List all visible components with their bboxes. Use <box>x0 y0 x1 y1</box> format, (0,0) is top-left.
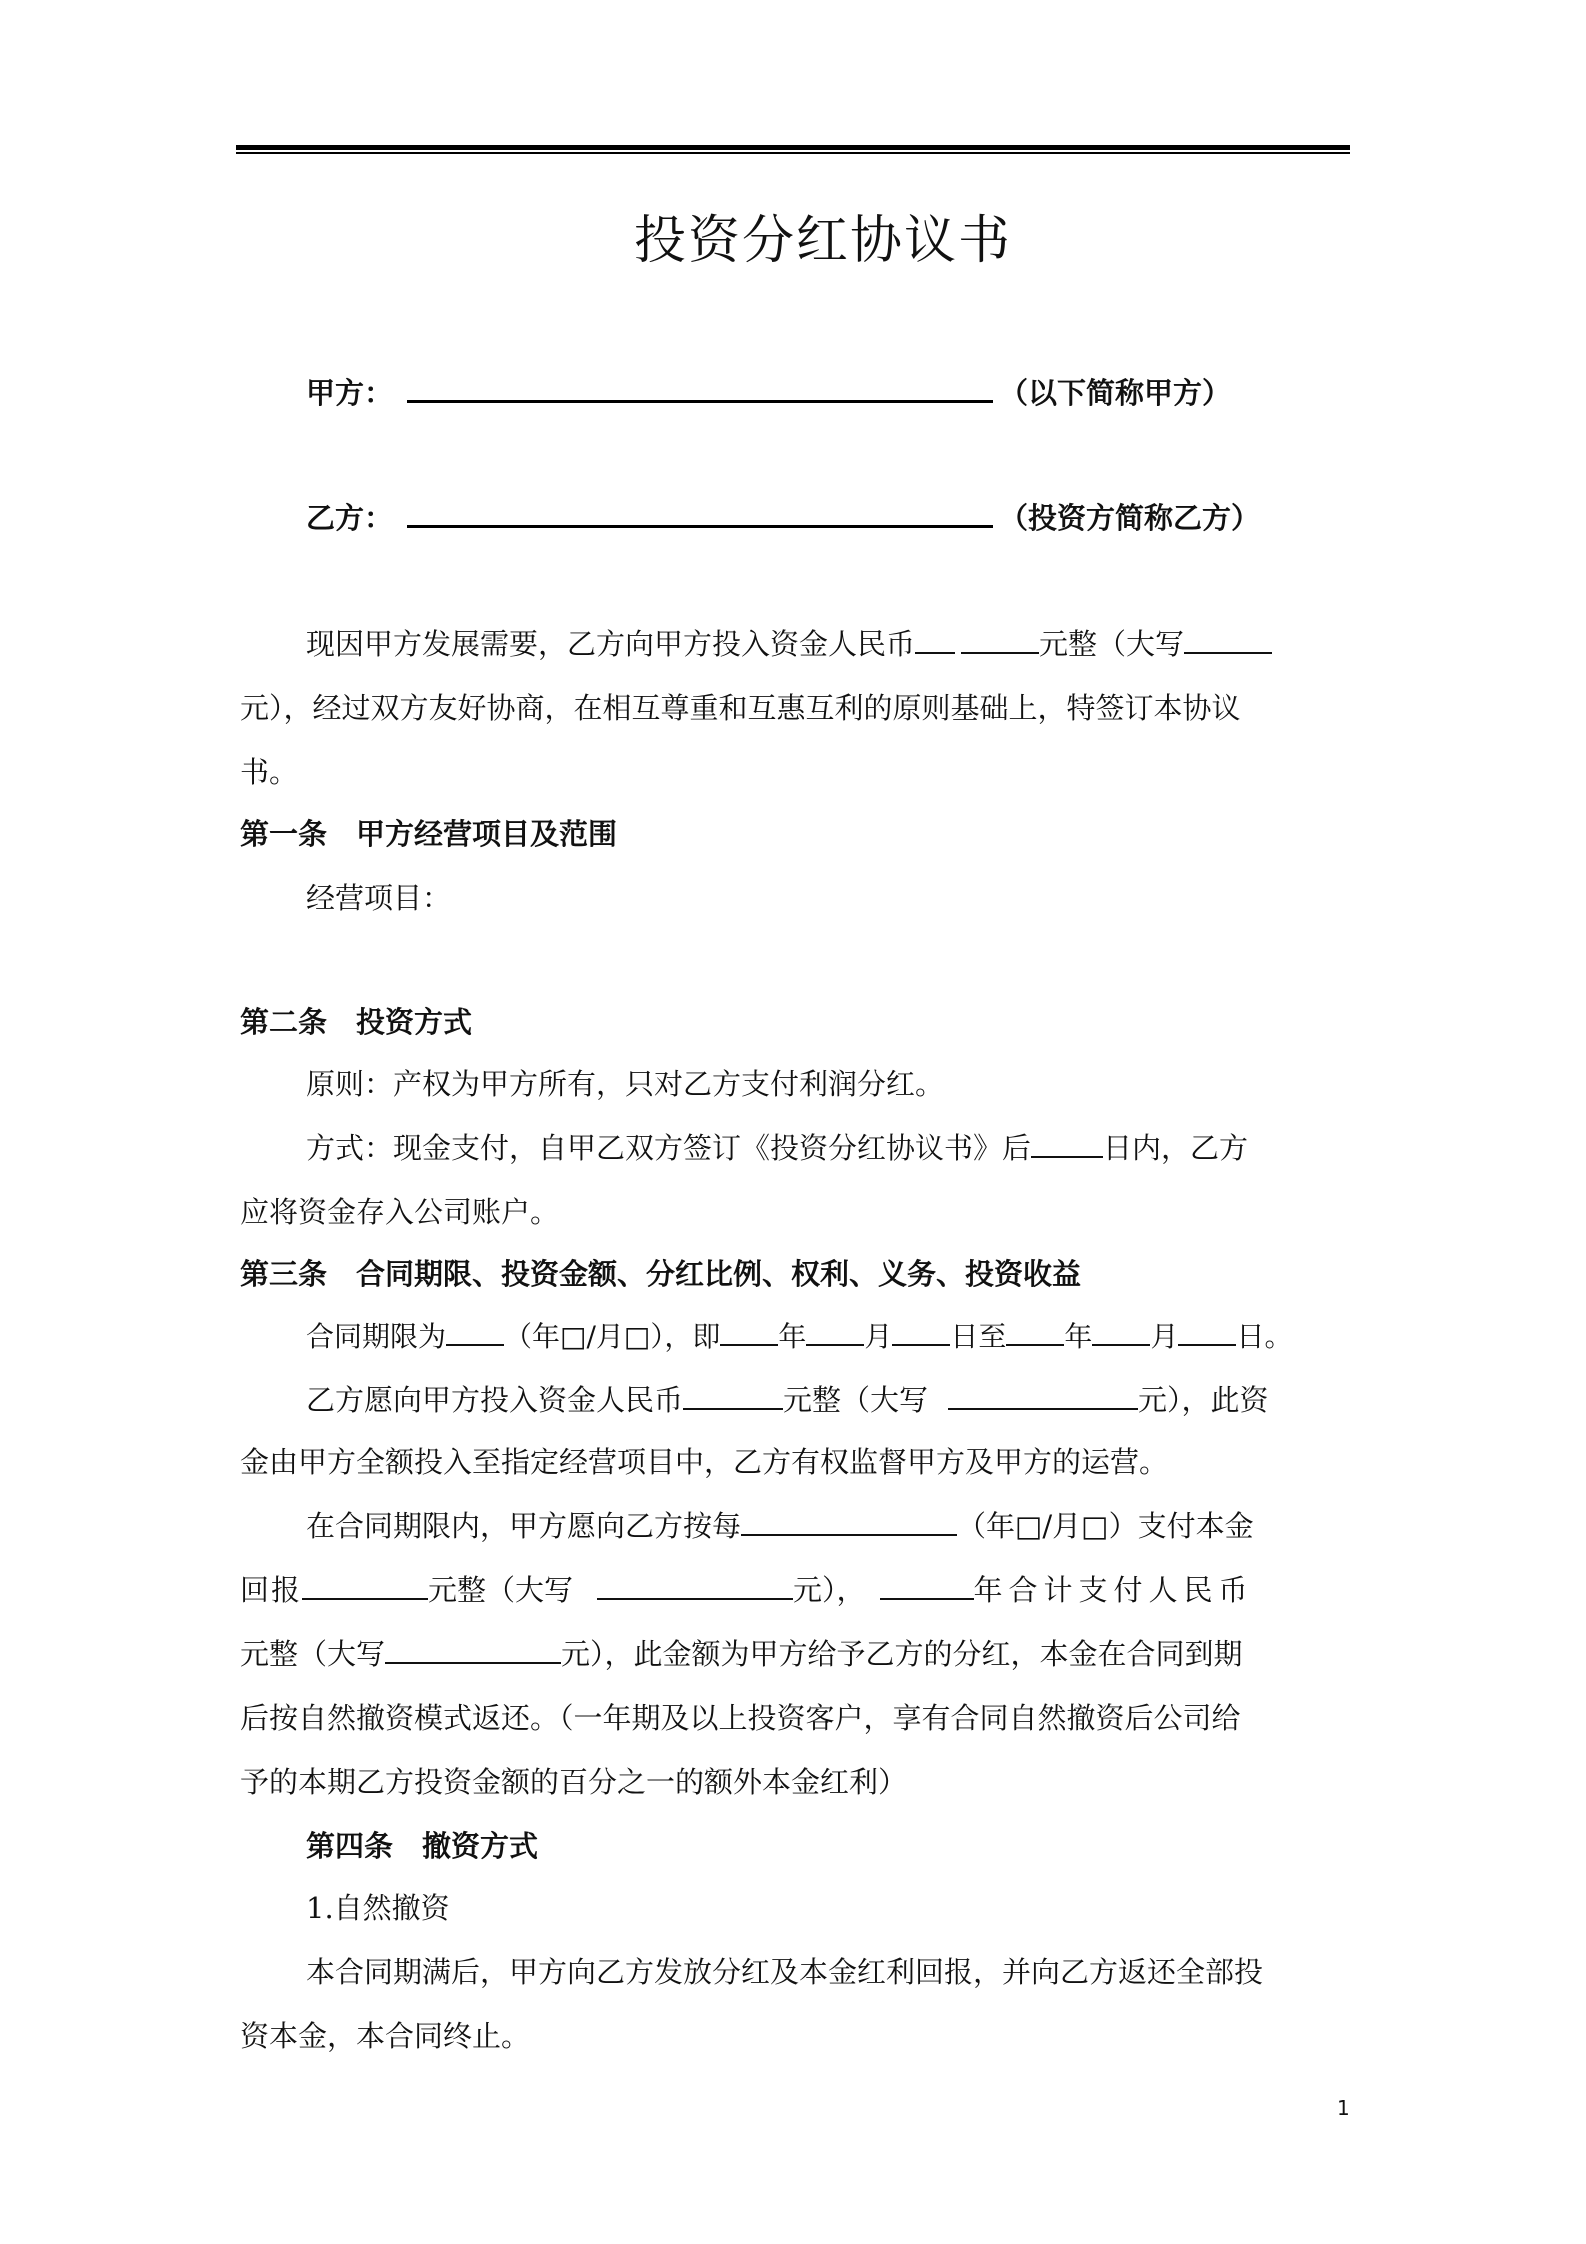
pay-text: 元），此金额为甲方给予乙方的分红，本金在合同到期 <box>561 1637 1243 1671</box>
pay-text: （年□/月□）支付本金 <box>957 1509 1254 1543</box>
party-b-row <box>306 497 1260 538</box>
invest-text: 乙方愿向甲方投入资金人民币 <box>306 1383 684 1417</box>
term-text: （年□/月□），即 <box>504 1320 721 1353</box>
investment-amount-blank[interactable] <box>683 1380 783 1410</box>
term-text: 日至 <box>950 1320 1007 1353</box>
return-amount-blank[interactable] <box>302 1570 428 1600</box>
invest-text: 元），此资 <box>1138 1383 1269 1417</box>
start-month-blank[interactable] <box>806 1316 864 1346</box>
term-text: 合同期限为 <box>306 1320 447 1353</box>
return-capital-blank[interactable] <box>597 1570 793 1600</box>
article-2-method <box>306 1128 1248 1168</box>
invest-text: 元整（大写 <box>783 1383 929 1417</box>
article-4-heading: 第四条 撤资方式 <box>306 1829 539 1863</box>
term-text: 月 <box>1150 1320 1179 1353</box>
method-text: 方式：现金支付，自甲乙双方签订《投资分红协议书》后 <box>306 1131 1032 1165</box>
preamble-line-3: 书。 <box>240 755 299 789</box>
payment-line-4: 后按自然撤资模式返还。（一年期及以上投资客户，享有合同自然撤资后公司给 <box>240 1701 1241 1735</box>
end-day-blank[interactable] <box>1178 1316 1236 1346</box>
document-title: 投资分红协议书 <box>633 211 1012 271</box>
article-1-heading: 第一条 甲方经营项目及范围 <box>240 817 618 851</box>
pay-text: 元整（大写 <box>240 1637 386 1671</box>
term-text: 日。 <box>1236 1320 1293 1353</box>
preamble-line-1 <box>306 624 1272 664</box>
amount-blank-b[interactable] <box>961 624 1039 654</box>
article-2-heading: 第二条 投资方式 <box>240 1005 473 1039</box>
investment-capital-blank[interactable] <box>948 1380 1138 1410</box>
days-blank[interactable] <box>1031 1128 1103 1158</box>
start-year-blank[interactable] <box>720 1316 778 1346</box>
total-capital-blank[interactable] <box>385 1634 561 1664</box>
method-text: 日内，乙方 <box>1103 1131 1249 1165</box>
business-item-label: 经营项目： <box>306 881 452 915</box>
header-rule-thick <box>236 145 1350 150</box>
natural-withdrawal-body: 本合同期满后，甲方向乙方发放分红及本金红利回报，并向乙方返还全部投 <box>306 1955 1264 1989</box>
amount-capital-blank[interactable] <box>1184 624 1272 654</box>
natural-withdrawal-body-cont: 资本金，本合同终止。 <box>240 2019 531 2053</box>
preamble-text: 元整（大写 <box>1039 627 1185 661</box>
payment-line-5: 予的本期乙方投资金额的百分之一的额外本金红利） <box>240 1765 908 1799</box>
party-a-note: （以下简称甲方） <box>999 376 1232 410</box>
natural-withdrawal-title: 1.自然撤资 <box>306 1891 450 1925</box>
party-b-label: 乙方： <box>306 501 394 535</box>
end-month-blank[interactable] <box>1092 1316 1150 1346</box>
pay-text: 元整（大写 <box>428 1573 574 1607</box>
article-2-principle: 原则：产权为甲方所有，只对乙方支付利润分红。 <box>306 1067 945 1101</box>
start-day-blank[interactable] <box>892 1316 950 1346</box>
pay-text: 回报 <box>240 1573 303 1607</box>
preamble-line-2: 元），经过双方友好协商，在相互尊重和互惠互利的原则基础上，特签订本协议 <box>240 691 1241 725</box>
term-text: 年 <box>1064 1320 1093 1353</box>
payment-line-3 <box>240 1634 1243 1674</box>
investment-amount-line-cont: 金由甲方全额投入至指定经营项目中，乙方有权监督甲方及甲方的运营。 <box>240 1445 1169 1479</box>
payment-line-1 <box>306 1506 1254 1546</box>
end-year-blank[interactable] <box>1006 1316 1064 1346</box>
party-a-blank[interactable] <box>407 372 993 403</box>
header-rule-thin <box>236 152 1350 154</box>
amount-blank-a[interactable] <box>915 624 955 654</box>
page-number: 1 <box>1337 2096 1350 2120</box>
contract-term-line <box>306 1316 1292 1357</box>
pay-text: 年合计支付人民币 <box>973 1573 1254 1607</box>
payment-period-blank[interactable] <box>741 1506 957 1536</box>
party-a-row <box>306 372 1231 413</box>
party-b-blank[interactable] <box>407 497 993 528</box>
investment-amount-line <box>306 1380 1269 1420</box>
term-text: 月 <box>864 1320 893 1353</box>
term-length-blank[interactable] <box>446 1316 504 1346</box>
pay-text: 元）， <box>793 1573 866 1607</box>
pay-text: 在合同期限内，甲方愿向乙方按每 <box>306 1509 742 1543</box>
article-3-heading: 第三条 合同期限、投资金额、分红比例、权利、义务、投资收益 <box>240 1257 1082 1291</box>
party-b-note: （投资方简称乙方） <box>999 501 1261 535</box>
payment-line-2 <box>240 1570 1254 1610</box>
party-a-label: 甲方： <box>306 376 394 410</box>
article-2-method-cont: 应将资金存入公司账户。 <box>240 1195 560 1229</box>
total-years-blank[interactable] <box>880 1570 974 1600</box>
preamble-text: 现因甲方发展需要，乙方向甲方投入资金人民币 <box>306 627 916 661</box>
term-text: 年 <box>778 1320 807 1353</box>
